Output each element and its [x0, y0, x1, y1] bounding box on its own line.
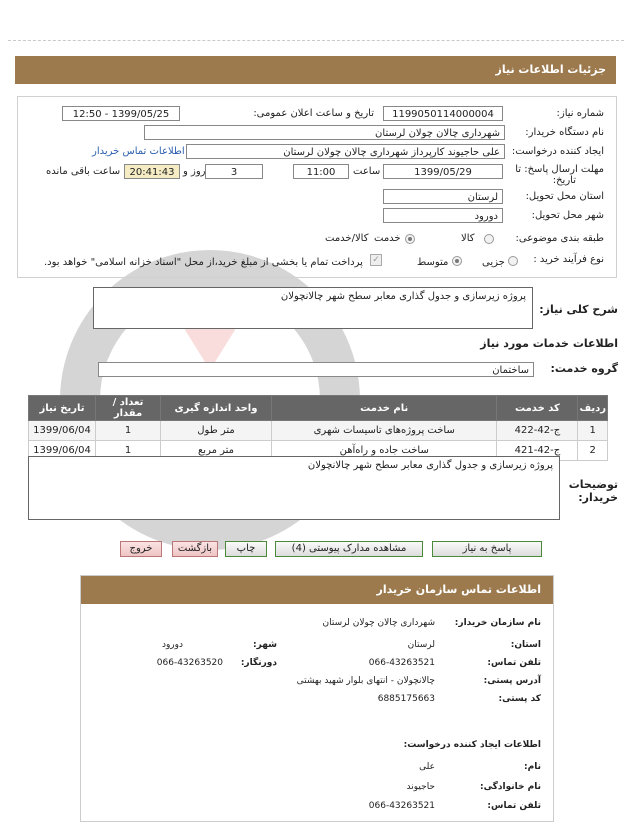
buyer-contact-link[interactable]: اطلاعات تماس خریدار: [92, 146, 185, 157]
days-label: روز و: [183, 166, 206, 177]
deadline-label-2: تاریخ:: [552, 175, 576, 186]
cat-goods-radio[interactable]: [484, 234, 494, 244]
contact-postal-value: 6885175663: [377, 694, 435, 704]
creator-last-name-label: نام خانوادگی:: [479, 782, 541, 792]
need-date: 1399/06/04: [29, 441, 96, 461]
pt-medium-radio[interactable]: [452, 256, 462, 266]
quantity: 1: [96, 441, 161, 461]
contact-city-value: دورود: [161, 640, 183, 650]
creator-first-name-label: نام:: [524, 762, 541, 772]
contact-fax-label: دورنگار:: [240, 658, 277, 668]
row-number: 1: [578, 421, 608, 441]
city-field: دورود: [383, 208, 503, 223]
deadline-label: مهلت ارسال پاسخ: تا: [515, 164, 604, 175]
creator-info-title: اطلاعات ایجاد کننده درخواست:: [403, 740, 541, 750]
days-field: 3: [205, 164, 263, 179]
creator-last-name-value: حاجیوند: [406, 782, 435, 792]
contact-fax-value: 066-43263520: [156, 658, 223, 668]
announce-field: 1399/05/25 - 12:50: [62, 106, 180, 121]
category-label: طبقه بندی موضوعی:: [515, 233, 604, 244]
remaining-label: ساعت باقی مانده: [46, 166, 121, 177]
details-panel: [17, 96, 617, 278]
service-name: ساخت پروژه‌های تاسیسات شهری: [272, 421, 497, 441]
need-date: 1399/06/04: [29, 421, 96, 441]
summary-textarea: پروژه زیرسازی و جدول گذاری معابر سطح شهر چالانچولان: [93, 287, 533, 329]
contact-province-label: استان:: [510, 640, 541, 650]
pt-partial-label: جزیی: [482, 257, 505, 268]
contact-address-value: چالانچولان - انتهای بلوار شهید بهشتی: [296, 676, 435, 686]
page-title: جزئیات اطلاعات نیاز: [15, 56, 616, 84]
payment-note: پرداخت تمام یا بخشی از مبلغ خرید،از محل "اسناد خزانه اسلامی" خواهد بود.: [44, 257, 363, 268]
province-label: استان محل تحویل:: [525, 191, 604, 202]
time-label: ساعت: [353, 166, 381, 177]
need-number-field: 1199050114000004: [383, 106, 503, 121]
print-button[interactable]: چاپ: [225, 541, 267, 557]
services-table: [28, 395, 608, 461]
deadline-time-field: 11:00: [293, 164, 349, 179]
quantity: 1: [96, 421, 161, 441]
contact-title: اطلاعات تماس سازمان خریدار: [81, 576, 553, 604]
remaining-time-field: 20:41:43: [124, 164, 180, 179]
table-row: [29, 421, 608, 441]
col-code-header: کد خدمت: [497, 396, 578, 421]
cat-service-label: خدمت: [374, 233, 401, 244]
contact-phone-label: تلفن تماس:: [487, 658, 541, 668]
cat-goods-label: کالا: [461, 233, 475, 244]
creator-label: ایجاد کننده درخواست:: [511, 146, 604, 157]
back-button[interactable]: بازگشت: [172, 541, 218, 557]
pt-partial-radio[interactable]: [508, 256, 518, 266]
reply-button[interactable]: پاسخ به نیاز: [432, 541, 542, 557]
attachments-button[interactable]: مشاهده مدارک پیوستی (4): [275, 541, 423, 557]
pt-medium-label: متوسط: [417, 257, 449, 268]
service-name: ساخت جاده و راه‌آهن: [272, 441, 497, 461]
service-code: ج-42-421: [497, 441, 578, 461]
service-group-field: ساختمان: [98, 362, 534, 377]
creator-field: علی حاجیوند کارپرداز شهرداری چالان چولان لرستان: [186, 144, 505, 159]
table-header-row: [29, 396, 608, 421]
contact-postal-label: کد پستی:: [498, 694, 541, 704]
col-date-header: تاریخ نیاز: [29, 396, 96, 421]
top-divider: [8, 40, 624, 41]
contact-address-label: آدرس پستی:: [483, 676, 541, 686]
deadline-date-field: 1399/05/29: [383, 164, 503, 179]
services-section-title: اطلاعات خدمات مورد نیاز: [480, 337, 618, 350]
cat-service-radio[interactable]: [405, 234, 415, 244]
row-number: 2: [578, 441, 608, 461]
city-label: شهر محل تحویل:: [531, 210, 604, 221]
province-field: لرستان: [383, 189, 503, 204]
contact-org-label: نام سازمان خریدار:: [454, 618, 541, 628]
buyer-org-field: شهرداری چالان چولان لرستان: [144, 125, 505, 140]
announce-label: تاریخ و ساعت اعلان عمومی:: [253, 108, 374, 119]
col-unit-header: واحد اندازه گیری: [161, 396, 272, 421]
buyer-desc-textarea: پروژه زیرسازی و جدول گذاری معابر سطح شهر چالانچولان: [28, 456, 560, 520]
creator-first-name-value: علی: [419, 762, 435, 772]
col-name-header: نام خدمت: [272, 396, 497, 421]
buyer-org-label: نام دستگاه خریدار:: [525, 127, 604, 138]
contact-province-value: لرستان: [407, 640, 435, 650]
col-row-header: ردیف: [578, 396, 608, 421]
payment-checkbox[interactable]: ✓: [370, 254, 382, 266]
summary-label: شرح کلی نیاز:: [539, 303, 618, 316]
purchase-type-label: نوع فرآیند خرید :: [533, 254, 604, 265]
contact-phone-value: 066-43263521: [368, 658, 435, 668]
unit: متر مربع: [161, 441, 272, 461]
contact-org-value: شهرداری چالان چولان لرستان: [322, 618, 435, 628]
exit-button[interactable]: خروج: [120, 541, 162, 557]
contact-card: [80, 575, 554, 822]
creator-phone-label: تلفن تماس:: [487, 801, 541, 811]
col-qty-header: تعداد / مقدار: [96, 396, 161, 421]
buyer-desc-label: توضیحات خریدار:: [568, 478, 618, 504]
creator-phone-value: 066-43263521: [368, 801, 435, 811]
unit: متر طول: [161, 421, 272, 441]
service-code: ج-42-422: [497, 421, 578, 441]
cat-goods-service-label: کالا/خدمت: [325, 233, 369, 244]
service-group-label: گروه خدمت:: [550, 362, 618, 375]
need-number-label: شماره نیاز:: [556, 108, 604, 119]
contact-city-label: شهر:: [253, 640, 277, 650]
